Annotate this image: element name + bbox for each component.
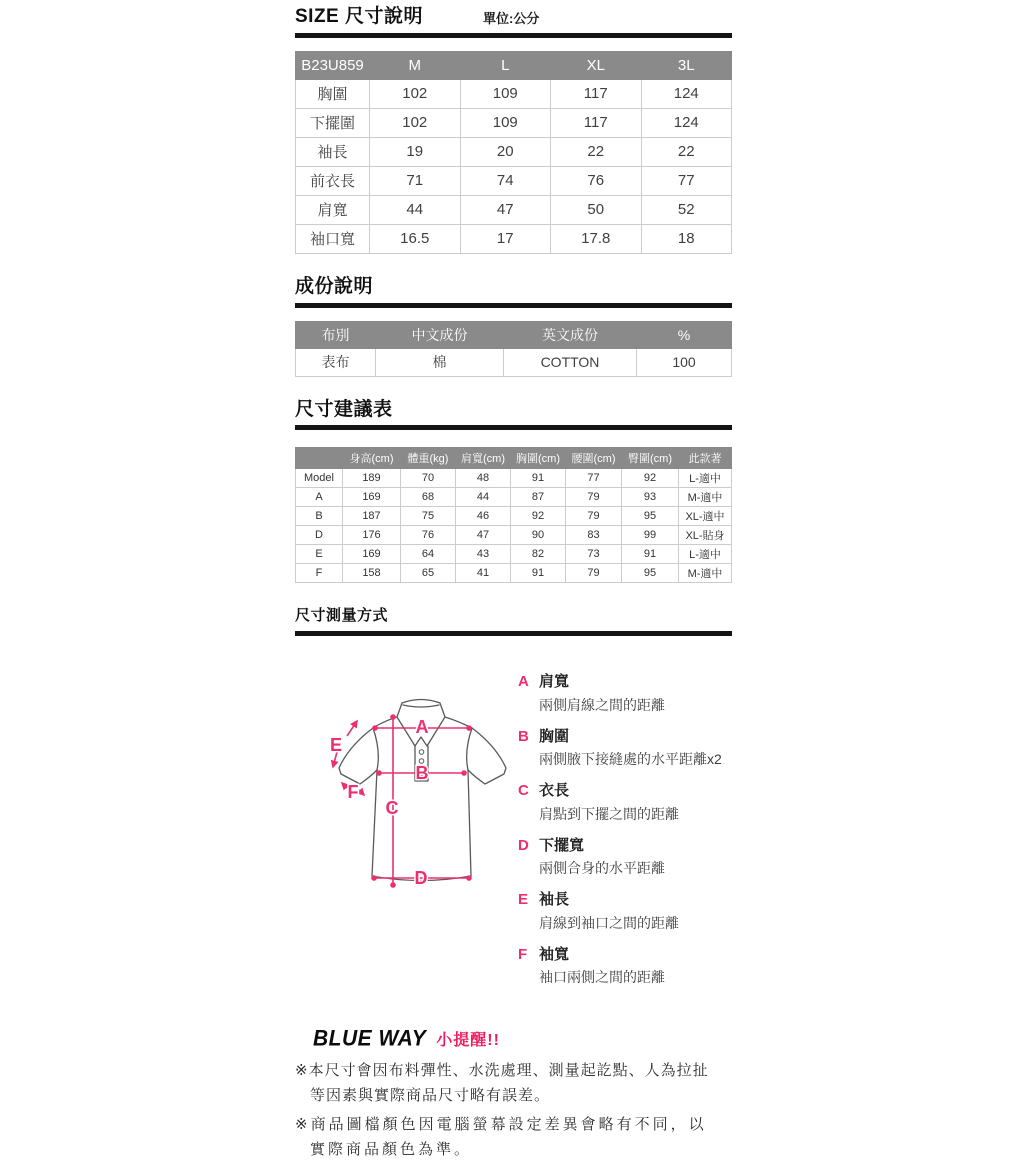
table-cell: 124 [641, 79, 732, 108]
legend-title: 衣長 [539, 782, 570, 800]
column-header: 胸圍(cm) [511, 448, 566, 469]
table-cell: 83 [566, 526, 622, 545]
table-row [296, 348, 732, 376]
diagram-label-f: F [347, 782, 359, 803]
column-header: 布別 [296, 321, 376, 348]
size-guide-page [295, 6, 732, 1166]
brand-logo: BLUE WAY [313, 1026, 427, 1051]
table-cell: 77 [566, 469, 622, 488]
brand-row [313, 1027, 732, 1051]
composition-table-header-row [296, 321, 732, 348]
table-cell: 胸圍 [296, 79, 370, 108]
table-cell: 91 [622, 545, 679, 564]
measure-section-header [295, 607, 732, 636]
composition-table [295, 321, 732, 377]
column-header: % [637, 321, 732, 348]
diagram-label-a: A [415, 717, 429, 738]
table-cell: 102 [370, 79, 461, 108]
table-cell: 117 [551, 108, 642, 137]
table-cell: 棉 [376, 348, 504, 376]
table-cell: 前衣長 [296, 166, 370, 195]
legend-title: 袖寬 [539, 945, 570, 963]
table-cell: 95 [622, 564, 679, 583]
size-table [295, 51, 732, 254]
table-cell: 109 [460, 108, 551, 137]
legend-letter: D [518, 836, 529, 854]
table-cell: 75 [401, 507, 456, 526]
measurement-diagram-row [295, 662, 732, 999]
disclaimer-note: ※本尺寸會因布料彈性、水洗處理、測量起訖點、人為拉扯等因素與實際商品尺寸略有誤差。 [295, 1062, 709, 1105]
table-cell: 95 [622, 507, 679, 526]
table-cell: 79 [566, 564, 622, 583]
table-cell: 102 [370, 108, 461, 137]
size-section-title: SIZE 尺寸說明 [295, 6, 424, 27]
table-row [296, 224, 732, 253]
table-cell: 18 [641, 224, 732, 253]
table-cell: 43 [456, 545, 511, 564]
column-header: 肩寬(cm) [456, 448, 511, 469]
table-row [296, 108, 732, 137]
legend-item-length [518, 781, 732, 824]
legend-item-sleeve-length [518, 890, 732, 933]
disclaimer-note: ※商品圖檔顏色因電腦螢幕設定差異會略有不同，以實際商品顏色為準。 [295, 1115, 707, 1158]
suggestion-table-header-row [296, 448, 732, 469]
table-cell: COTTON [504, 348, 637, 376]
table-cell: 68 [401, 488, 456, 507]
legend-title: 下擺寬 [539, 836, 585, 854]
column-header: 此款著 [679, 448, 732, 469]
table-cell: 169 [343, 488, 401, 507]
table-cell: 64 [401, 545, 456, 564]
table-cell: 16.5 [370, 224, 461, 253]
table-row [296, 488, 732, 507]
table-cell: 93 [622, 488, 679, 507]
composition-section-title: 成份說明 [295, 275, 374, 297]
table-cell: 70 [401, 469, 456, 488]
legend-title: 肩寬 [539, 673, 570, 691]
table-cell: 17.8 [551, 224, 642, 253]
column-header: 腰圍(cm) [566, 448, 622, 469]
table-cell: 48 [456, 469, 511, 488]
suggestion-section-title: 尺寸建議表 [295, 398, 393, 420]
column-header: 中文成份 [376, 321, 504, 348]
column-header: L [460, 51, 551, 79]
table-cell: 表布 [296, 348, 376, 376]
table-cell: XL-適中 [679, 507, 732, 526]
table-cell: 74 [460, 166, 551, 195]
legend-desc: 兩側腋下接縫處的水平距離x2 [539, 751, 722, 768]
table-cell: 76 [401, 526, 456, 545]
table-cell: 117 [551, 79, 642, 108]
table-cell: 99 [622, 526, 679, 545]
table-cell: 46 [456, 507, 511, 526]
suggestion-table [295, 447, 732, 583]
column-header: B23U859 [296, 51, 370, 79]
table-cell: 100 [637, 348, 732, 376]
table-cell: 90 [511, 526, 566, 545]
table-cell: 77 [641, 166, 732, 195]
table-cell: 47 [456, 526, 511, 545]
column-header: M [370, 51, 461, 79]
size-section-header [295, 6, 732, 38]
column-header: 英文成份 [504, 321, 637, 348]
table-cell: 47 [460, 195, 551, 224]
table-cell: 50 [551, 195, 642, 224]
table-cell: 187 [343, 507, 401, 526]
table-cell: 109 [460, 79, 551, 108]
table-cell: 82 [511, 545, 566, 564]
table-cell: F [296, 564, 343, 583]
reminder-label: 小提醒!! [436, 1032, 500, 1050]
table-row [296, 79, 732, 108]
table-cell: 158 [343, 564, 401, 583]
legend-desc: 兩側合身的水平距離 [539, 860, 665, 877]
table-cell: XL-貼身 [679, 526, 732, 545]
column-header: 身高(cm) [343, 448, 401, 469]
table-cell: 91 [511, 469, 566, 488]
column-header [296, 448, 343, 469]
table-cell: 176 [343, 526, 401, 545]
table-cell: A [296, 488, 343, 507]
diagram-label-e: E [329, 735, 343, 756]
disclaimer-notes [295, 1059, 721, 1162]
legend-letter: C [518, 782, 529, 800]
table-cell: 袖口寬 [296, 224, 370, 253]
legend-letter: E [518, 891, 529, 909]
table-row [296, 564, 732, 583]
table-cell: 19 [370, 137, 461, 166]
legend-desc: 肩點到下擺之間的距離 [539, 805, 679, 822]
legend-desc: 肩線到袖口之間的距離 [539, 914, 679, 931]
table-cell: E [296, 545, 343, 564]
table-cell: 22 [641, 137, 732, 166]
table-row [296, 526, 732, 545]
table-cell: 91 [511, 564, 566, 583]
diagram-label-b: B [415, 763, 429, 784]
table-row [296, 195, 732, 224]
column-header: 臀圍(cm) [622, 448, 679, 469]
table-cell: 下擺圍 [296, 108, 370, 137]
table-cell: L-適中 [679, 469, 732, 488]
table-cell: 17 [460, 224, 551, 253]
column-header: XL [551, 51, 642, 79]
table-cell: 44 [370, 195, 461, 224]
legend-desc: 兩側肩線之間的距離 [539, 696, 665, 713]
legend-letter: B [518, 727, 529, 745]
column-header: 體重(kg) [401, 448, 456, 469]
shirt-diagram [300, 662, 515, 999]
composition-section-header [295, 276, 732, 308]
legend-desc: 袖口兩側之間的距離 [539, 969, 665, 986]
size-table-header-row [296, 51, 732, 79]
measurement-legend [518, 662, 732, 999]
table-cell: L-適中 [679, 545, 732, 564]
table-row [296, 507, 732, 526]
footer [295, 1027, 732, 1162]
table-row [296, 137, 732, 166]
table-cell: 41 [456, 564, 511, 583]
table-cell: 73 [566, 545, 622, 564]
suggestion-section-header [295, 399, 732, 431]
legend-title: 胸圍 [539, 727, 570, 745]
table-cell: Model [296, 469, 343, 488]
table-row [296, 469, 732, 488]
legend-item-hem [518, 836, 732, 879]
table-cell: 20 [460, 137, 551, 166]
table-cell: 76 [551, 166, 642, 195]
table-cell: 189 [343, 469, 401, 488]
table-cell: M-適中 [679, 564, 732, 583]
table-row [296, 166, 732, 195]
table-cell: 79 [566, 488, 622, 507]
diagram-label-d: D [414, 868, 428, 889]
table-cell: 52 [641, 195, 732, 224]
column-header: 3L [641, 51, 732, 79]
legend-item-chest [518, 727, 732, 770]
measure-section-title: 尺寸測量方式 [295, 607, 389, 625]
table-cell: 71 [370, 166, 461, 195]
legend-item-shoulder [518, 672, 732, 715]
table-cell: 袖長 [296, 137, 370, 166]
table-cell: D [296, 526, 343, 545]
table-cell: 92 [511, 507, 566, 526]
legend-item-sleeve-width [518, 945, 732, 988]
legend-letter: F [518, 945, 528, 963]
diagram-label-c: C [385, 798, 399, 819]
table-cell: 87 [511, 488, 566, 507]
legend-title: 袖長 [539, 891, 570, 909]
table-cell: 65 [401, 564, 456, 583]
table-cell: M-適中 [679, 488, 732, 507]
table-cell: 169 [343, 545, 401, 564]
polo-shirt-diagram-image [300, 662, 515, 930]
table-cell: 44 [456, 488, 511, 507]
table-cell: 92 [622, 469, 679, 488]
table-cell: 22 [551, 137, 642, 166]
table-cell: B [296, 507, 343, 526]
table-cell: 79 [566, 507, 622, 526]
table-cell: 肩寬 [296, 195, 370, 224]
table-row [296, 545, 732, 564]
table-cell: 124 [641, 108, 732, 137]
unit-label: 單位:公分 [483, 10, 540, 26]
legend-letter: A [518, 673, 529, 691]
